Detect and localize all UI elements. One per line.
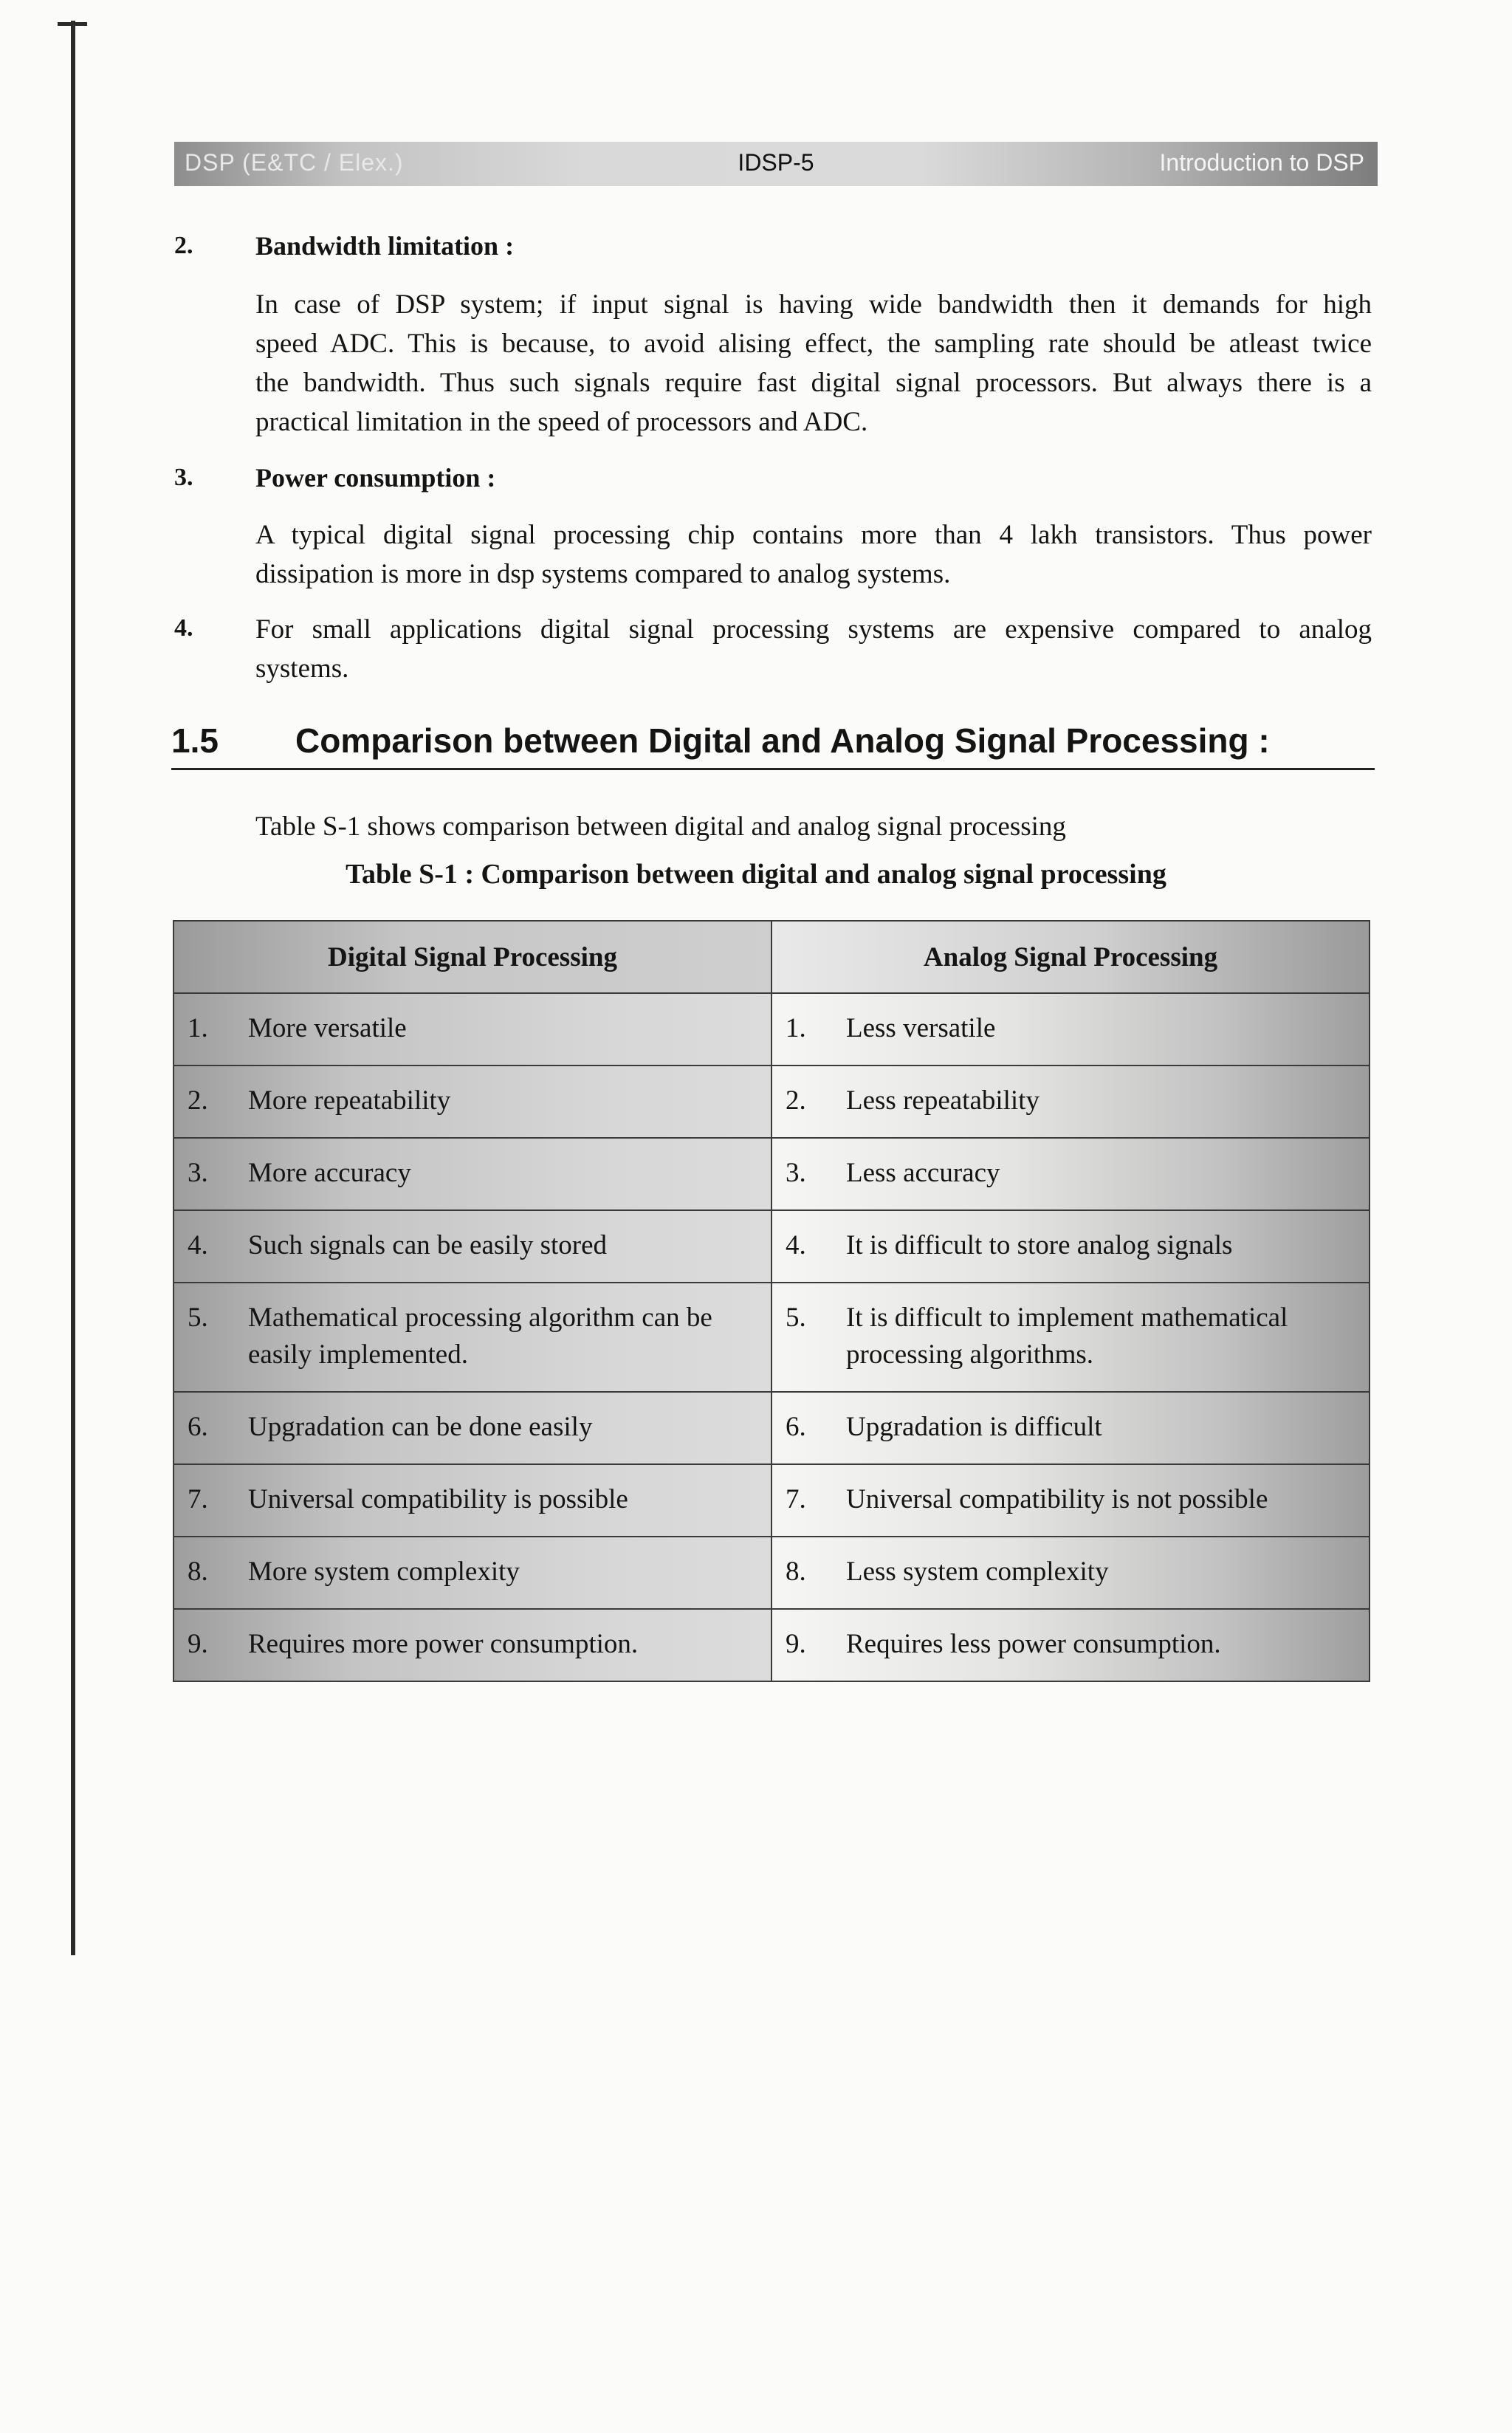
item-paragraph	[255, 285, 1372, 442]
analog-cell-content	[772, 1465, 1369, 1533]
row-number: 6.	[188, 1412, 208, 1442]
analog-feature-text: Requires less power consumption.	[846, 1629, 1221, 1659]
binding-tick	[58, 22, 87, 26]
analog-cell-content	[772, 1393, 1369, 1461]
section-number: 1.5	[171, 721, 219, 760]
row-number: 2.	[188, 1085, 208, 1116]
digital-feature-text: Mathematical processing algorithm can be easily implemented.	[248, 1303, 712, 1370]
digital-feature-text: More system complexity	[248, 1557, 520, 1587]
row-number: 9.	[786, 1629, 806, 1659]
digital-cell-content	[174, 1393, 771, 1461]
analog-feature-text: Less accuracy	[846, 1158, 1000, 1188]
header-page-number: IDSP-5	[738, 149, 814, 176]
intro-text: Table S-1 shows comparison between digital and analog signal processing	[255, 811, 1066, 842]
digital-cell	[173, 1065, 772, 1138]
digital-feature-text: Universal compatibility is possible	[248, 1484, 628, 1514]
paragraph-line: In case of DSP system; if input signal is having wide bandwidth then it demands for high	[255, 289, 1372, 320]
analog-cell-content	[772, 1537, 1369, 1605]
header-digital: Digital Signal Processing	[173, 921, 772, 993]
digital-cell-content	[174, 1283, 771, 1388]
item-heading: Bandwidth limitation :	[255, 231, 515, 261]
digital-cell	[173, 1138, 772, 1210]
paragraph-line: systems.	[255, 653, 349, 684]
table-caption: Table S-1 : Comparison between digital and analog signal processing	[346, 859, 1166, 890]
table-row	[173, 993, 1370, 1065]
row-number: 7.	[786, 1484, 806, 1514]
digital-cell	[173, 1283, 772, 1392]
binding-line	[71, 21, 75, 1955]
paragraph-line: the bandwidth. Thus such signals require fast digital signal processors. But always there is a	[255, 368, 1372, 398]
running-header	[174, 142, 1378, 186]
comparison-table	[173, 920, 1370, 1682]
analog-cell	[772, 1464, 1370, 1537]
section-rule	[171, 768, 1375, 770]
digital-cell	[173, 1609, 772, 1681]
analog-cell-content	[772, 1211, 1369, 1279]
digital-cell-content	[174, 994, 771, 1062]
table-row	[173, 1609, 1370, 1681]
digital-cell-content	[174, 1610, 771, 1678]
table-row	[173, 1392, 1370, 1464]
digital-cell-content	[174, 1139, 771, 1207]
analog-cell-content	[772, 994, 1369, 1062]
analog-cell-content	[772, 1066, 1369, 1134]
analog-feature-text: Less system complexity	[846, 1557, 1109, 1587]
item-number: 4.	[174, 614, 193, 642]
digital-cell	[173, 1392, 772, 1464]
header-analog: Analog Signal Processing	[772, 921, 1370, 993]
analog-cell	[772, 1609, 1370, 1681]
paragraph-line: speed ADC. This is because, to avoid alising effect, the sampling rate should be atleast twice	[255, 329, 1372, 359]
analog-cell	[772, 1065, 1370, 1138]
paragraph-line: A typical digital signal processing chip contains more than 4 lakh transistors. Thus power	[255, 520, 1372, 550]
item-paragraph	[255, 610, 1372, 688]
analog-cell	[772, 1537, 1370, 1609]
row-number: 8.	[188, 1557, 208, 1587]
row-number: 4.	[786, 1230, 806, 1260]
analog-cell	[772, 993, 1370, 1065]
item-number: 2.	[174, 232, 193, 259]
row-number: 5.	[188, 1303, 208, 1333]
digital-feature-text: Such signals can be easily stored	[248, 1230, 608, 1260]
item-heading: Power consumption :	[255, 463, 496, 493]
row-number: 6.	[786, 1412, 806, 1442]
table-row	[173, 1210, 1370, 1283]
paragraph-line: dissipation is more in dsp systems compared to analog systems.	[255, 559, 951, 589]
row-number: 4.	[188, 1230, 208, 1260]
row-number: 8.	[786, 1557, 806, 1587]
item-number: 3.	[174, 464, 193, 491]
analog-cell-content	[772, 1139, 1369, 1207]
digital-feature-text: Requires more power consumption.	[248, 1629, 639, 1659]
analog-feature-text: It is difficult to implement mathematical processing algorithms.	[846, 1303, 1288, 1370]
digital-cell-content	[174, 1537, 771, 1605]
table-row	[173, 1464, 1370, 1537]
row-number: 2.	[786, 1085, 806, 1116]
table-row	[173, 1283, 1370, 1392]
analog-cell	[772, 1392, 1370, 1464]
digital-cell	[173, 1537, 772, 1609]
row-number: 1.	[188, 1013, 208, 1043]
table-header-row	[173, 921, 1370, 993]
row-number: 5.	[786, 1303, 806, 1333]
header-chapter-title: Introduction to DSP	[1159, 149, 1364, 176]
digital-feature-text: More accuracy	[248, 1158, 411, 1188]
table-row	[173, 1065, 1370, 1138]
section-title: Comparison between Digital and Analog Signal Processing :	[295, 721, 1270, 760]
analog-cell	[772, 1138, 1370, 1210]
table-row	[173, 1537, 1370, 1609]
table-body	[173, 993, 1370, 1681]
digital-cell	[173, 1464, 772, 1537]
analog-cell	[772, 1210, 1370, 1283]
row-number: 3.	[188, 1158, 208, 1188]
analog-feature-text: Upgradation is difficult	[846, 1412, 1102, 1442]
digital-feature-text: More repeatability	[248, 1085, 451, 1116]
paragraph-line: practical limitation in the speed of processors and ADC.	[255, 407, 868, 437]
analog-feature-text: Less versatile	[846, 1013, 996, 1043]
digital-cell	[173, 1210, 772, 1283]
paragraph-line: For small applications digital signal processing systems are expensive compared to analog	[255, 614, 1372, 645]
table-row	[173, 1138, 1370, 1210]
analog-feature-text: It is difficult to store analog signals	[846, 1230, 1233, 1260]
row-number: 9.	[188, 1629, 208, 1659]
item-paragraph	[255, 515, 1372, 594]
digital-cell-content	[174, 1066, 771, 1134]
digital-cell	[173, 993, 772, 1065]
analog-feature-text: Less repeatability	[846, 1085, 1040, 1116]
analog-cell	[772, 1283, 1370, 1392]
digital-feature-text: More versatile	[248, 1013, 407, 1043]
analog-cell-content	[772, 1283, 1369, 1388]
row-number: 3.	[786, 1158, 806, 1188]
digital-cell-content	[174, 1211, 771, 1279]
digital-cell-content	[174, 1465, 771, 1533]
row-number: 1.	[786, 1013, 806, 1043]
analog-feature-text: Universal compatibility is not possible	[846, 1484, 1268, 1514]
digital-feature-text: Upgradation can be done easily	[248, 1412, 593, 1442]
row-number: 7.	[188, 1484, 208, 1514]
analog-cell-content	[772, 1610, 1369, 1678]
header-book-title: DSP (E&TC / Elex.)	[185, 149, 404, 176]
